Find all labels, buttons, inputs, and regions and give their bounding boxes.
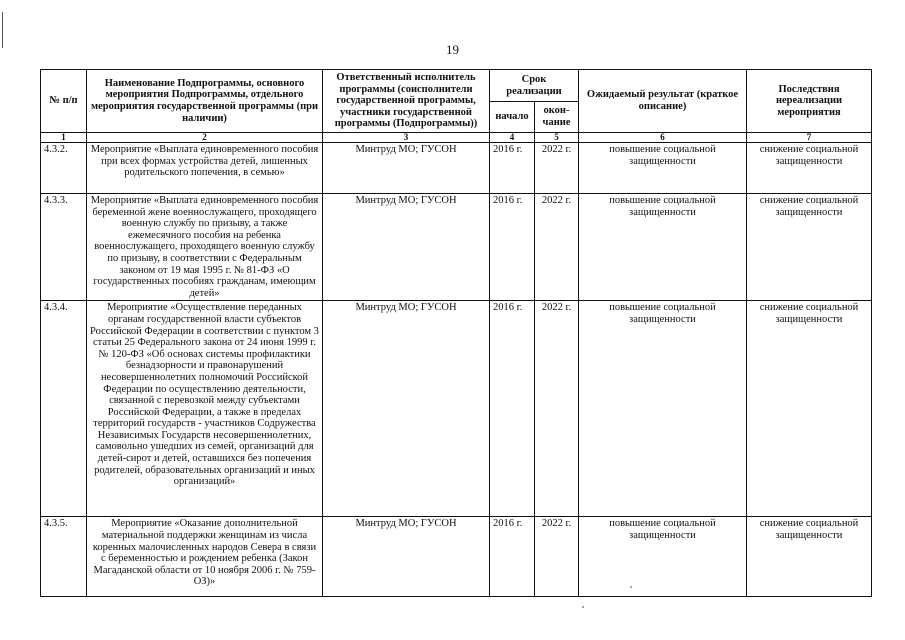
header-end: окон-чание [535,102,579,133]
column-number: 6 [579,133,747,143]
table-row [41,301,872,517]
row-responsible: Минтруд МО; ГУСОН [323,194,490,301]
row-end: 2022 г. [535,301,579,517]
row-num: 4.3.3. [41,194,87,301]
measures-table [40,69,872,597]
column-number: 2 [87,133,323,143]
row-responsible: Минтруд МО; ГУСОН [323,301,490,517]
row-end: 2022 г. [535,143,579,194]
column-number: 5 [535,133,579,143]
row-end: 2022 г. [535,194,579,301]
row-name: Мероприятие «Выплата единовременного пособия беременной жене военнослужащего, проходящего военную службу по призыву, а также ежемесячного пособия на ребенка военнослужащего, проходящего военную службу по призыву, в соответствии с Федеральным законом от 19 мая 1995 г. № 81-ФЗ «О государственных пособиях гражданам, имеющим детей» [87,194,323,301]
page-number: 19 [446,42,459,57]
header-result: Ожидаемый результат (краткое описание) [579,70,747,133]
row-name: Мероприятие «Оказание дополнительной материальной поддержки женщинам из числа коренных малочисленных народов Севера в связи с беременностью и рождением ребенка (Закон Магаданской области от 10 ноября 2006 г. № 759-ОЗ)» [87,517,323,597]
row-start: 2016 г. [490,301,535,517]
header-term: Срок реализации [490,70,579,102]
header-name: Наименование Подпрограммы, основного мероприятия Подпрограммы, отдельного мероприятия государственной программы (при наличии) [87,70,323,133]
row-consequences: снижение социальной защищенности [747,517,872,597]
row-end: 2022 г. [535,517,579,597]
column-number: 7 [747,133,872,143]
row-name: Мероприятие «Выплата единовременного пособия при всех формах устройства детей, лишенных родительского попечения, в семью» [87,143,323,194]
table-row [41,143,872,194]
row-result: повышение социальной защищенности [579,301,747,517]
row-consequences: снижение социальной защищенности [747,194,872,301]
table-row [41,194,872,301]
column-number: 1 [41,133,87,143]
column-number: 3 [323,133,490,143]
row-responsible: Минтруд МО; ГУСОН [323,143,490,194]
scan-speck [582,606,584,608]
row-result: повышение социальной защищенности [579,143,747,194]
header-num: № п/п [41,70,87,133]
header-responsible: Ответственный исполнитель программы (соисполнители государственной программы, участники государственной программы (Подпрограммы)) [323,70,490,133]
row-result: повышение социальной защищенности [579,517,747,597]
header-consequences: Последствия нереализации мероприятия [747,70,872,133]
row-consequences: снижение социальной защищенности [747,301,872,517]
row-num: 4.3.2. [41,143,87,194]
row-start: 2016 г. [490,143,535,194]
row-start: 2016 г. [490,517,535,597]
scan-speck [630,586,632,588]
table-body [41,133,872,597]
row-consequences: снижение социальной защищенности [747,143,872,194]
table-row [41,517,872,597]
column-number: 4 [490,133,535,143]
row-num: 4.3.5. [41,517,87,597]
row-responsible: Минтруд МО; ГУСОН [323,517,490,597]
row-num: 4.3.4. [41,301,87,517]
row-name: Мероприятие «Осуществление переданных органам государственной власти субъектов Российской Федерации в соответствии с пунктом 3 статьи 25 Федерального закона от 24 июня 1999 г. № 120-ФЗ «Об основах системы профилактики безнадзорности и правонарушений несовершеннолетних полномочий Российской Федерации по осуществлению деятельности, связанной с перевозкой между субъектами Российской Федерации, а также в пределах территорий государств - участников Содружества Независимых Государств несовершеннолетних, самовольно ушедших из семей, организаций для детей-сирот и детей, оставшихся без попечения родителей, образовательных организаций и иных организаций» [87,301,323,517]
row-start: 2016 г. [490,194,535,301]
row-result: повышение социальной защищенности [579,194,747,301]
column-numbers-row [41,133,872,143]
header-start: начало [490,102,535,133]
